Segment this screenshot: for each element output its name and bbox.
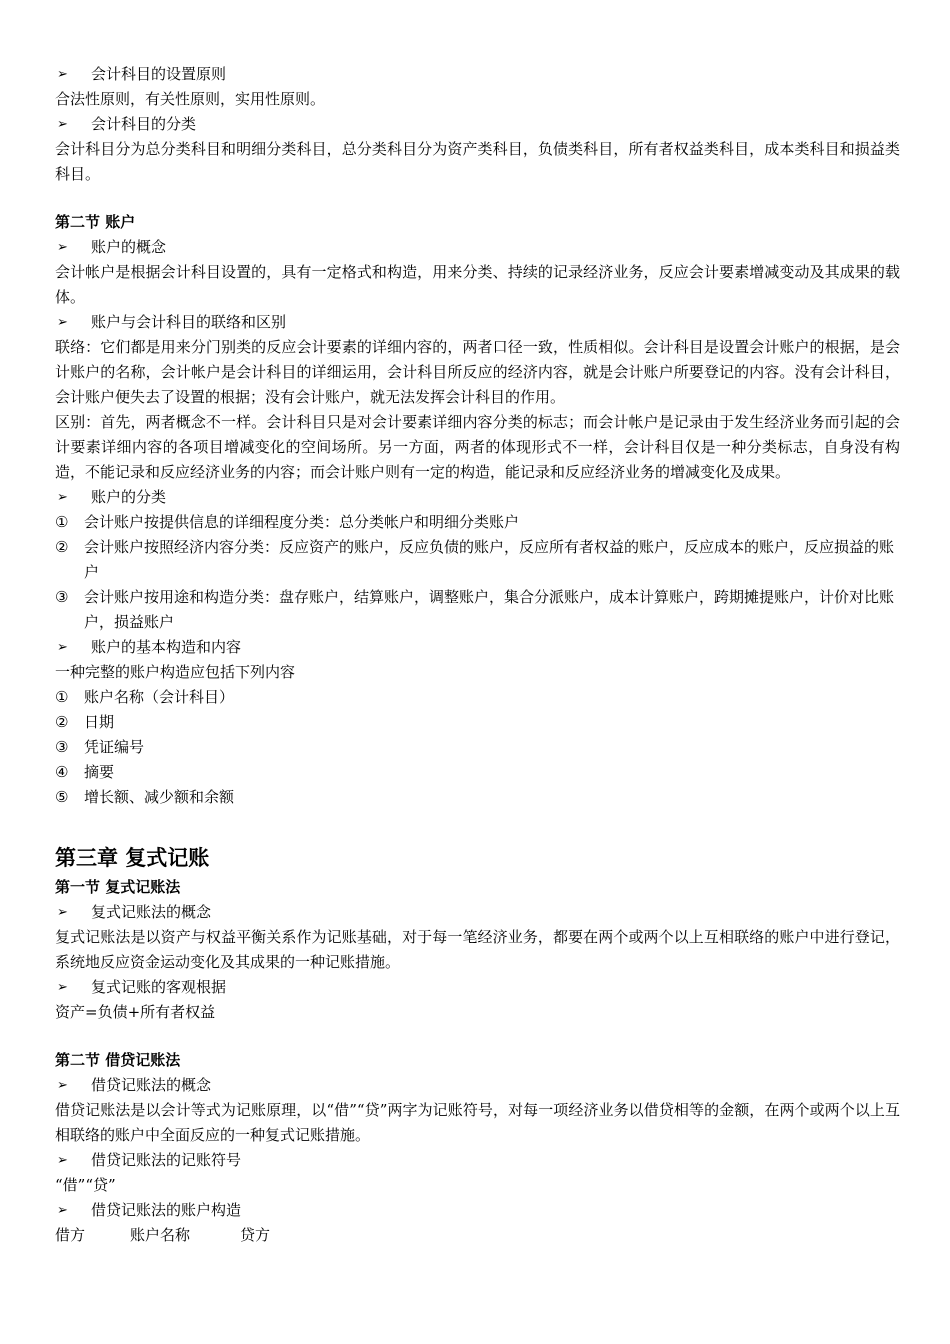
numbered-item	[55, 785, 900, 810]
numbered-item	[55, 710, 900, 735]
bullet-heading	[55, 1198, 900, 1223]
paragraph: 会计科目分为总分类科目和明细分类科目，总分类科目分为资产类科目，负债类科目，所有者权益类科目，成本类科目和损益类科目。	[55, 140, 900, 183]
bullet-heading	[55, 1073, 900, 1098]
bullet-arrow-icon: ➢	[57, 640, 68, 655]
paragraph: 一种完整的账户构造应包括下列内容	[55, 663, 296, 681]
paragraph: “借”“贷”	[55, 1176, 116, 1194]
item-number: ②	[55, 538, 69, 556]
numbered-item-text: 会计账户按用途和构造分类：盘存账户，结算账户，调整账户，集合分派账户，成本计算账户，跨期摊提账户，计价对比账户，损益账户	[84, 588, 895, 631]
numbered-item-text: 会计账户按提供信息的详细程度分类：总分类帐户和明细分类账户	[84, 513, 520, 531]
bullet-heading	[55, 235, 900, 260]
bullet-heading	[55, 635, 900, 660]
bullet-heading	[55, 112, 900, 137]
bullet-heading-text: 账户的基本构造和内容	[91, 638, 242, 656]
bullet-heading-text: 借贷记账法的记账符号	[91, 1151, 242, 1169]
item-number: ④	[55, 763, 69, 781]
bullet-arrow-icon: ➢	[57, 1203, 68, 1218]
section-heading: 第二节 借贷记账法	[55, 1051, 181, 1069]
section-heading: 第一节 复式记账法	[55, 878, 181, 896]
numbered-item	[55, 535, 900, 585]
account-column-label: 贷方	[240, 1226, 271, 1244]
bullet-arrow-icon: ➢	[57, 1078, 68, 1093]
bullet-arrow-icon: ➢	[57, 1153, 68, 1168]
bullet-heading-text: 复式记账法的概念	[91, 903, 212, 921]
bullet-heading-text: 复式记账的客观根据	[91, 978, 227, 996]
spacer	[55, 810, 900, 841]
bullet-heading-text: 借贷记账法的账户构造	[91, 1201, 242, 1219]
paragraph: 借贷记账法是以会计等式为记账原理，以“借”“贷”两字为记账符号，对每一项经济业务以借贷相等的金额，在两个或两个以上互相联络的账户中全面反应的一种复式记账措施。	[55, 1101, 900, 1144]
bullet-arrow-icon: ➢	[57, 490, 68, 505]
bullet-arrow-icon: ➢	[57, 67, 68, 82]
numbered-item-text: 增长额、减少额和余额	[84, 788, 235, 806]
bullet-arrow-icon: ➢	[57, 905, 68, 920]
account-structure-row	[55, 1223, 900, 1248]
document-body	[55, 62, 900, 1248]
numbered-item	[55, 735, 900, 760]
paragraph: 合法性原则，有关性原则，实用性原则。	[55, 90, 326, 108]
account-column-label: 借方	[55, 1226, 86, 1244]
numbered-item	[55, 760, 900, 785]
bullet-heading	[55, 1148, 900, 1173]
numbered-item-text: 凭证编号	[84, 738, 145, 756]
spacer	[55, 1025, 900, 1048]
numbered-item-text: 摘要	[84, 763, 115, 781]
bullet-heading-text: 借贷记账法的概念	[91, 1076, 212, 1094]
bullet-heading	[55, 975, 900, 1000]
section-heading: 第二节 账户	[55, 213, 136, 231]
bullet-heading	[55, 62, 900, 87]
paragraph: 复式记账法是以资产与权益平衡关系作为记账基础，对于每一笔经济业务，都要在两个或两个以上互相联络的账户中进行登记，系统地反应资金运动变化及其成果的一种记账措施。	[55, 928, 900, 971]
item-number: ③	[55, 738, 69, 756]
item-number: ①	[55, 688, 69, 706]
numbered-item	[55, 685, 900, 710]
bullet-heading-text: 账户与会计科目的联络和区别	[91, 313, 287, 331]
bullet-heading	[55, 485, 900, 510]
account-column-label: 账户名称	[130, 1226, 191, 1244]
bullet-heading-text: 会计科目的分类	[91, 115, 197, 133]
item-number: ③	[55, 588, 69, 606]
numbered-item-text: 账户名称（会计科目）	[84, 688, 235, 706]
paragraph: 资产=负债+所有者权益	[55, 1003, 216, 1021]
item-number: ②	[55, 713, 69, 731]
numbered-item-text: 会计账户按照经济内容分类：反应资产的账户，反应负债的账户，反应所有者权益的账户，反应成本的账户，反应损益的账户	[84, 538, 895, 581]
chapter-heading: 第三章 复式记账	[55, 846, 210, 870]
bullet-arrow-icon: ➢	[57, 315, 68, 330]
item-number: ⑤	[55, 788, 69, 806]
spacer	[55, 187, 900, 210]
bullet-arrow-icon: ➢	[57, 980, 68, 995]
bullet-heading	[55, 900, 900, 925]
paragraph: 联络：它们都是用来分门别类的反应会计要素的详细内容的，两者口径一致，性质相似。会计科目是设置会计账户的根据，是会计账户的名称，会计帐户是会计科目的详细运用，会计科目所反应的经济内容，就是会计账户所要登记的内容。没有会计科目，会计账户便失去了设置的根据；没有会计账户，就无法发挥会计科目的作用。	[55, 338, 900, 406]
paragraph: 区别：首先，两者概念不一样。会计科目只是对会计要素详细内容分类的标志；而会计帐户是记录由于发生经济业务而引起的会计要素详细内容的各项目增减变化的空间场所。另一方面，两者的体现形式不一样，会计科目仅是一种分类标志，自身没有构造，不能记录和反应经济业务的内容；而会计账户则有一定的构造，能记录和反应经济业务的增减变化及成果。	[55, 413, 900, 481]
bullet-heading	[55, 310, 900, 335]
item-number: ①	[55, 513, 69, 531]
bullet-arrow-icon: ➢	[57, 240, 68, 255]
paragraph: 会计帐户是根据会计科目设置的，具有一定格式和构造，用来分类、持续的记录经济业务，反应会计要素增减变动及其成果的载体。	[55, 263, 900, 306]
numbered-item	[55, 585, 900, 635]
numbered-item	[55, 510, 900, 535]
bullet-heading-text: 账户的概念	[91, 238, 167, 256]
numbered-item-text: 日期	[84, 713, 115, 731]
bullet-heading-text: 会计科目的设置原则	[91, 65, 227, 83]
bullet-arrow-icon: ➢	[57, 117, 68, 132]
bullet-heading-text: 账户的分类	[91, 488, 167, 506]
